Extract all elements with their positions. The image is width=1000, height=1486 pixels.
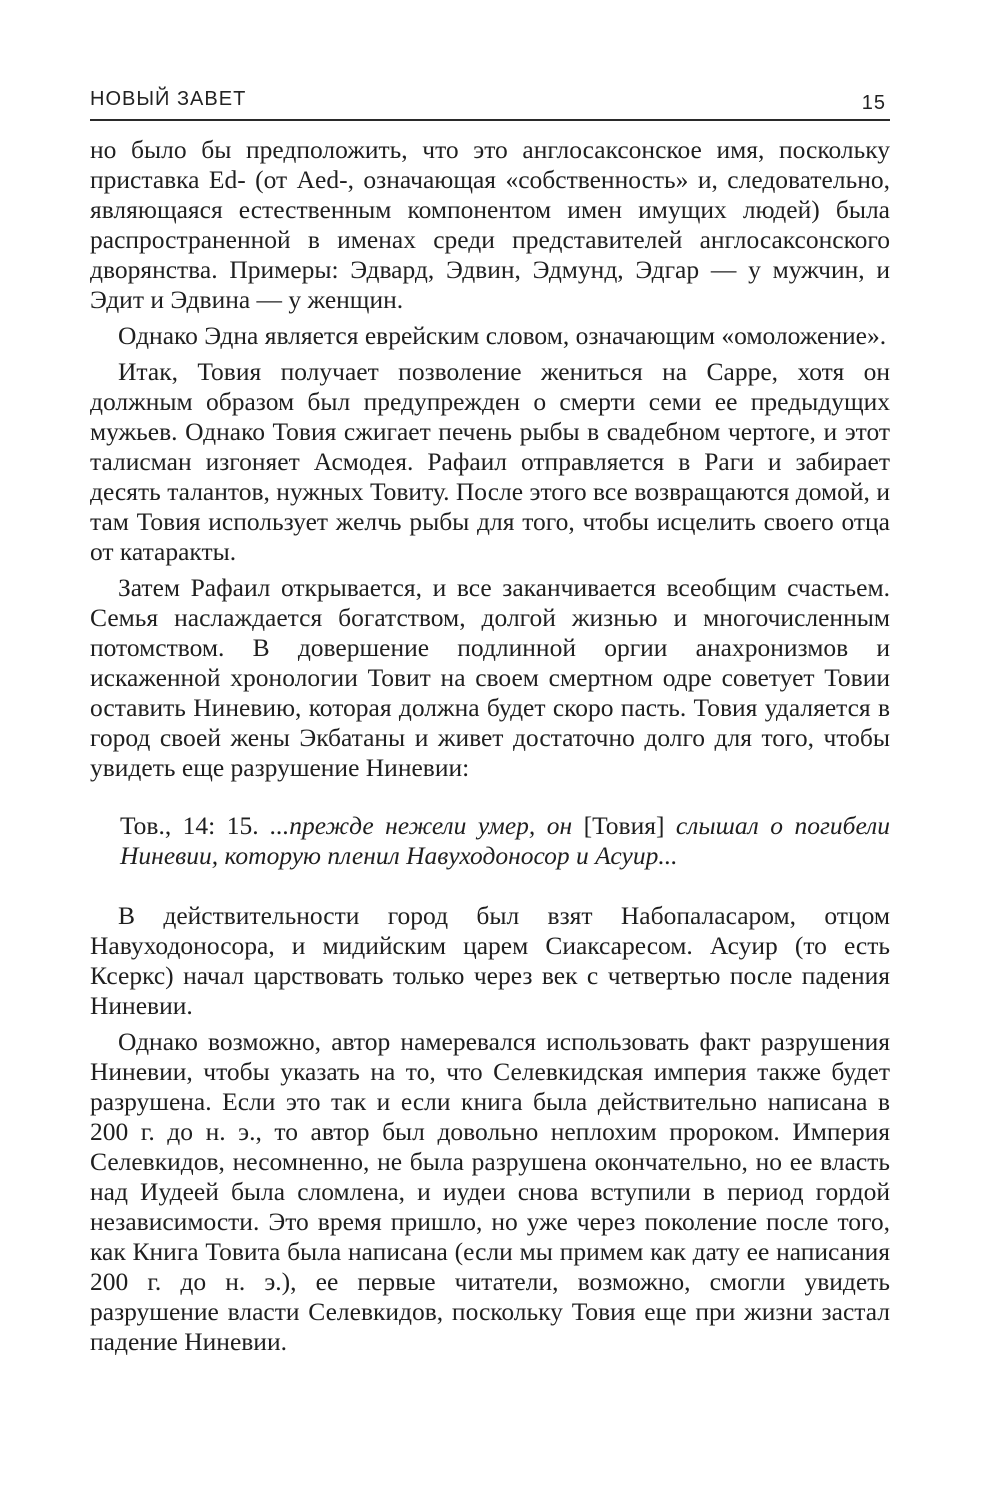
quote-bracket: [Товия] bbox=[583, 811, 665, 840]
quote-text-1: ...прежде нежели умер, он bbox=[270, 811, 573, 840]
paragraph-4: Затем Рафаил открывается, и все заканчивается всеобщим счастьем. Семья наслаждается богатством, долгой жизнью и многочисленным потомством. В довершение подлинной оргии анахронизмов и искаженной хронологии Товит на своем смертном одре советует Товии оставить Ниневию, которая должна будет скоро пасть. Товия удаляется в город своей жены Экбатаны и живет достаточно долго для того, чтобы увидеть еще разрушение Ниневии: bbox=[90, 573, 890, 782]
body-text bbox=[90, 135, 890, 1363]
paragraph-2: Однако Эдна является еврейским словом, означающим «омоложение». bbox=[118, 321, 887, 350]
quote-reference: Тов., 14: 15. bbox=[120, 811, 259, 840]
paragraph-5: В действительности город был взят Набопаласаром, отцом Навуходоносора, и мидийским царем Сиаксаресом. Асуир (то есть Ксеркс) начал царствовать только через век с четвертью после падения Ниневии. bbox=[90, 901, 890, 1020]
page-number: 15 bbox=[861, 92, 886, 114]
paragraph-6: Однако возможно, автор намеревался использовать факт разрушения Ниневии, чтобы указать на то, что Селевкидская империя также будет разрушена. Если это так и если книга была действительно написана в 200 г. до н. э., то автор был довольно неплохим пророком. Империя Селевкидов, несомненно, не была разрушена окончательно, но ее власть над Иудеей была сломлена, и иудеи снова вступили в период гордой независимости. Это время пришло, но уже через поколение после того, как Книга Товита была написана (если мы примем как дату ее написания 200 г. до н. э.), ее первые читатели, возможно, смогли увидеть разрушение власти Селевкидов, поскольку Товия еще при жизни застал падение Ниневии. bbox=[90, 1027, 890, 1356]
paragraph-3: Итак, Товия получает позволение жениться на Сарре, хотя он должным образом был предупрежден о смерти семи ее предыдущих мужьев. Однако Товия сжигает печень рыбы в свадебном чертоге, и этот талисман изгоняет Асмодея. Рафаил отправляется в Раги и забирает десять талантов, нужных Товиту. После этого все возвращаются домой, и там Товия использует желчь рыбы для того, чтобы исцелить своего отца от катаракты. bbox=[90, 357, 890, 566]
header-rule bbox=[90, 119, 890, 121]
running-title: НОВЫЙ ЗАВЕТ bbox=[90, 88, 247, 110]
running-header bbox=[90, 86, 890, 116]
scripture-quote bbox=[120, 811, 890, 871]
quote-text-2: слышал о погибели Ниневии, которую пленил Навуходоносор и Асуир... bbox=[120, 811, 891, 870]
paragraph-1: но было бы предположить, что это англосаксонское имя, поскольку приставка Ed- (от Aed-, означающая «собственность» и, следовательно, являющаяся естественным компонентом имен имущих людей) была распространенной в именах среди представителей англосаксонского дворянства. Примеры: Эдвард, Эдвин, Эдмунд, Эдгар — у мужчин, и Эдит и Эдвина — у женщин. bbox=[90, 135, 890, 314]
